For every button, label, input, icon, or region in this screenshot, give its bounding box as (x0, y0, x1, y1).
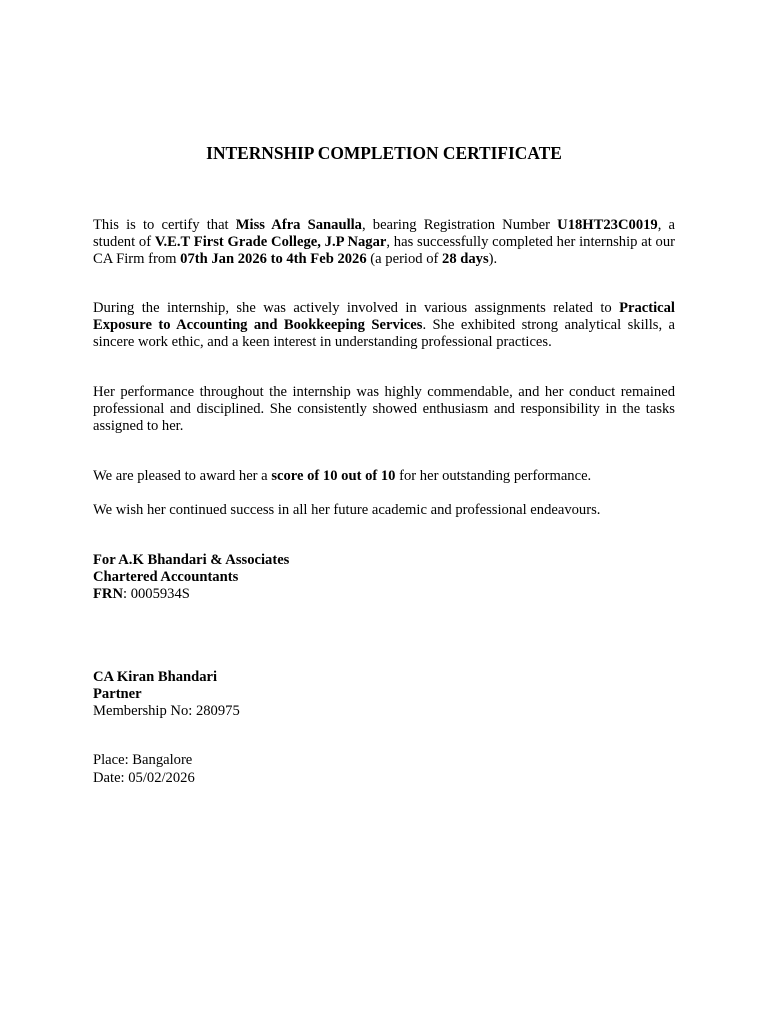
internship-area: Practical Exposure to Accounting and Bookkeeping Services (93, 300, 675, 333)
certification-paragraph (93, 217, 675, 268)
firm-name: For A.K Bhandari & Associates (93, 552, 290, 568)
para1-text-2: , bearing Registration Number (361, 217, 558, 233)
para4-text-1: We are pleased to award her a (93, 468, 272, 484)
membership-number: Membership No: 280975 (93, 703, 240, 719)
date: Date: 05/02/2026 (93, 770, 195, 786)
place: Place: Bangalore (93, 752, 193, 768)
signatory-name: CA Kiran Bhandari (93, 669, 218, 685)
wishes-paragraph: We wish her continued success in all her future academic and professional endeavours. (93, 502, 601, 518)
firm-registration-number (93, 586, 190, 603)
para2-text-2: . She exhibited strong analytical skills, a sincere work ethic, and a keen interest in understanding professional practices. (93, 316, 676, 350)
para1-text-1: This is to certify that (93, 217, 236, 233)
para1-text-4: , has successfully completed her internship at our CA Firm from (93, 233, 675, 267)
certificate-title: INTERNSHIP COMPLETION CERTIFICATE (206, 143, 562, 163)
registration-number: U18HT23C0019 (557, 217, 658, 233)
internship-days: 28 days (442, 250, 489, 267)
certificate-page (93, 0, 675, 1024)
frn-value: : 0005934S (123, 586, 190, 602)
assignments-paragraph (93, 300, 675, 351)
intern-name: Miss Afra Sanaulla (235, 217, 362, 233)
score-paragraph (93, 468, 675, 485)
para1-text-5: (a period of (366, 250, 443, 267)
college-name: V.E.T First Grade College, J.P Nagar (154, 233, 387, 250)
firm-designation: Chartered Accountants (93, 569, 239, 585)
performance-paragraph: Her performance throughout the internship was highly commendable, and her conduct remained professional and disciplined. She consistently showed enthusiasm and responsibility in the tasks assigned to her. (93, 384, 675, 434)
para4-text-2: for her outstanding performance. (395, 468, 592, 484)
frn-label: FRN (93, 586, 123, 602)
internship-period: 07th Jan 2026 to 4th Feb 2026 (180, 250, 367, 267)
signatory-role: Partner (93, 686, 142, 702)
para1-text-3: , a student of (93, 217, 675, 250)
para2-text-1: During the internship, she was actively involved in various assignments related to (93, 300, 620, 316)
score-value: score of 10 out of 10 (271, 468, 396, 484)
para1-text-6: ). (488, 250, 498, 267)
